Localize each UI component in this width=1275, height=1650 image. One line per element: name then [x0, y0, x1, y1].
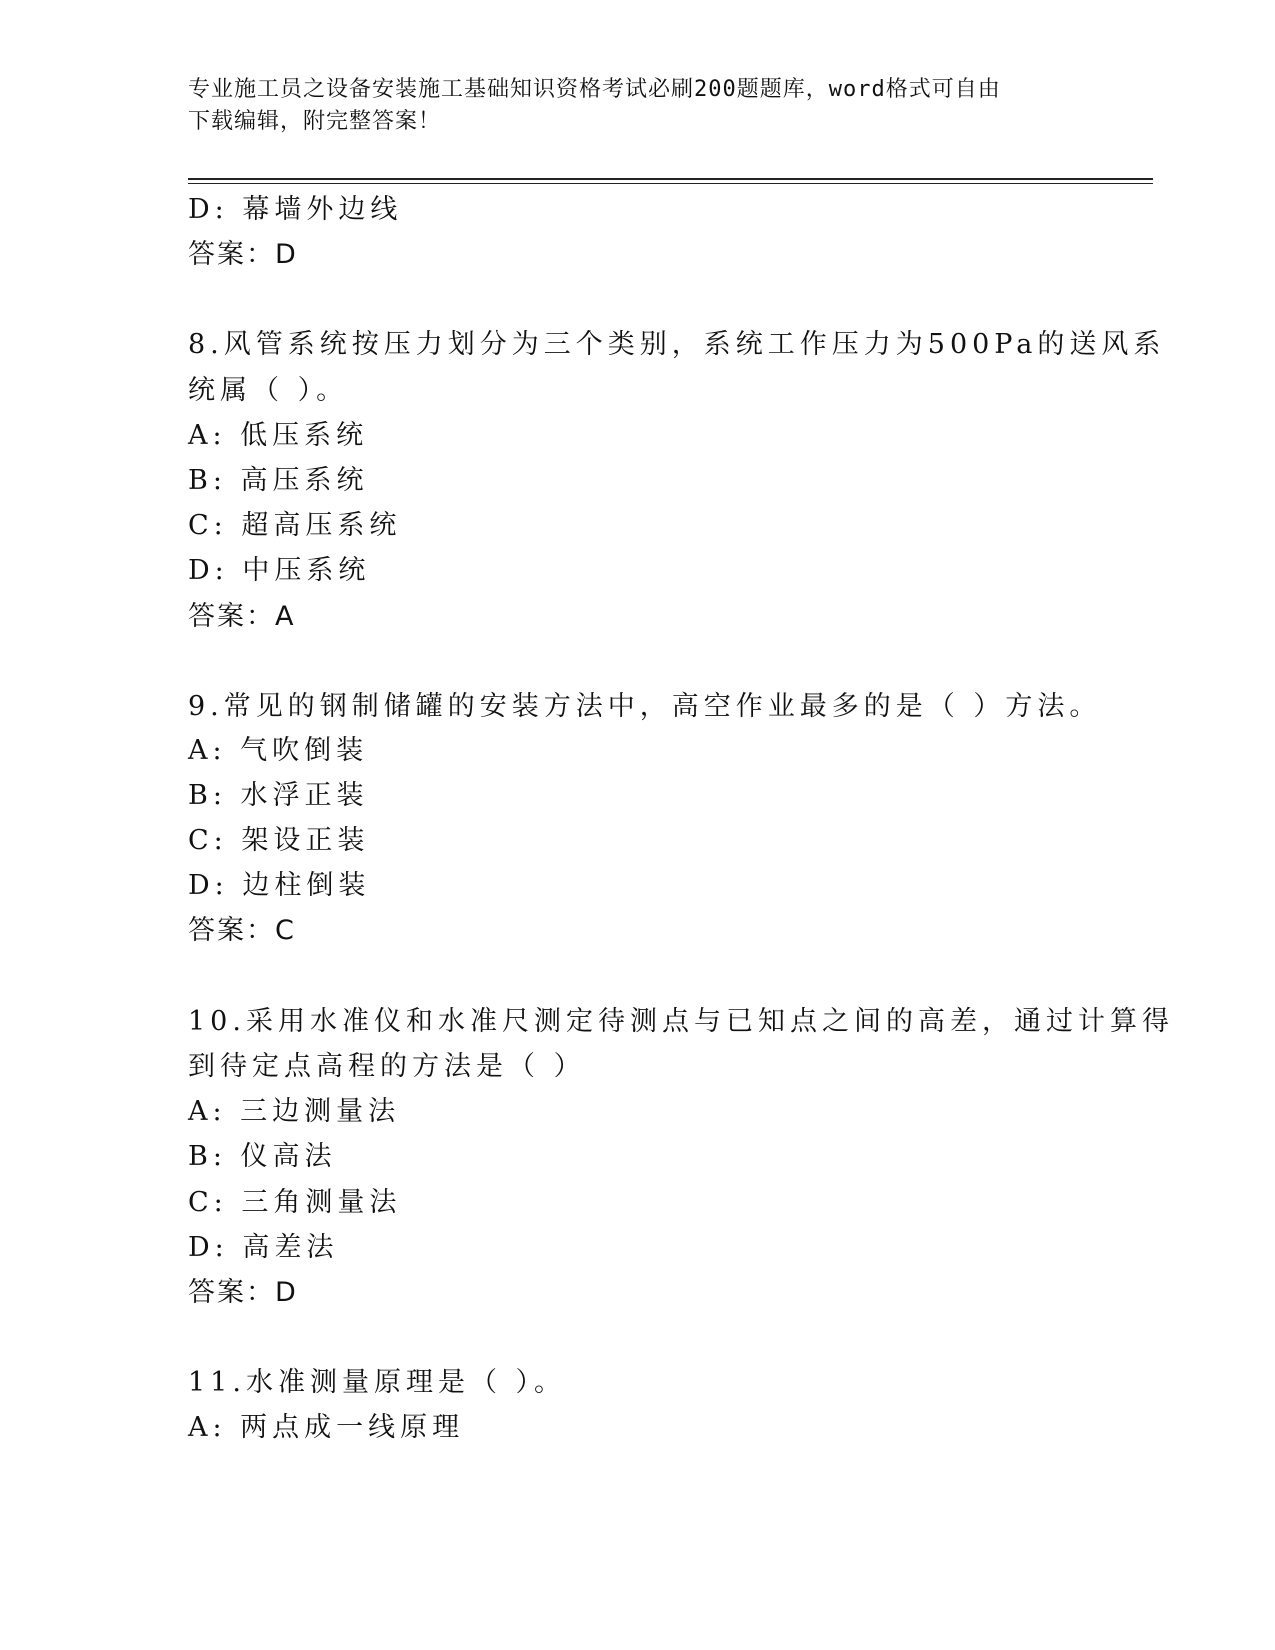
header-line-2: 下载编辑，附完整答案！: [188, 109, 442, 134]
option-d: D: 幕墙外边线: [188, 194, 403, 225]
question-10-option-c: C: 三角测量法: [188, 1187, 402, 1218]
question-8-line-2: 统属（ ）。: [188, 375, 349, 406]
question-11-line-1: 11.水准测量原理是（ ）。: [188, 1367, 567, 1398]
question-8-option-c: C: 超高压系统: [188, 510, 402, 541]
question-10-option-b: B: 仪高法: [188, 1141, 337, 1172]
header-line-1: 专业施工员之设备安装施工基础知识资格考试必刷200题题库，word格式可自由: [188, 77, 1001, 102]
header-divider-top: [188, 178, 1153, 180]
question-9-option-d: D: 边柱倒装: [188, 870, 371, 901]
question-10-option-d: D: 高差法: [188, 1232, 339, 1263]
question-8-option-a: A: 低压系统: [188, 420, 369, 451]
question-8-line-1: 8.风管系统按压力划分为三个类别，系统工作压力为500Pa的送风系: [188, 329, 1166, 360]
question-9-option-a: A: 气吹倒装: [188, 735, 369, 766]
question-11-option-a: A: 两点成一线原理: [188, 1412, 465, 1443]
question-10-line-1: 10.采用水准仪和水准尺测定待测点与已知点之间的高差，通过计算得: [188, 1006, 1174, 1037]
document-header: [188, 74, 1068, 138]
answer-line: 答案：D: [188, 239, 298, 270]
question-8-option-b: B: 高压系统: [188, 465, 369, 496]
question-8-answer: 答案：A: [188, 601, 296, 632]
question-10-line-2: 到待定点高程的方法是（ ）: [188, 1051, 586, 1082]
question-10-answer: 答案：D: [188, 1277, 298, 1308]
question-10-option-a: A: 三边测量法: [188, 1096, 401, 1127]
question-8-option-d: D: 中压系统: [188, 555, 371, 586]
question-9-option-c: C: 架设正装: [188, 825, 370, 856]
header-divider-bottom: [188, 183, 1153, 184]
question-9-line-1: 9.常见的钢制储罐的安装方法中，高空作业最多的是（ ）方法。: [188, 691, 1102, 722]
question-9-answer: 答案：C: [188, 915, 296, 946]
question-9-option-b: B: 水浮正装: [188, 780, 369, 811]
